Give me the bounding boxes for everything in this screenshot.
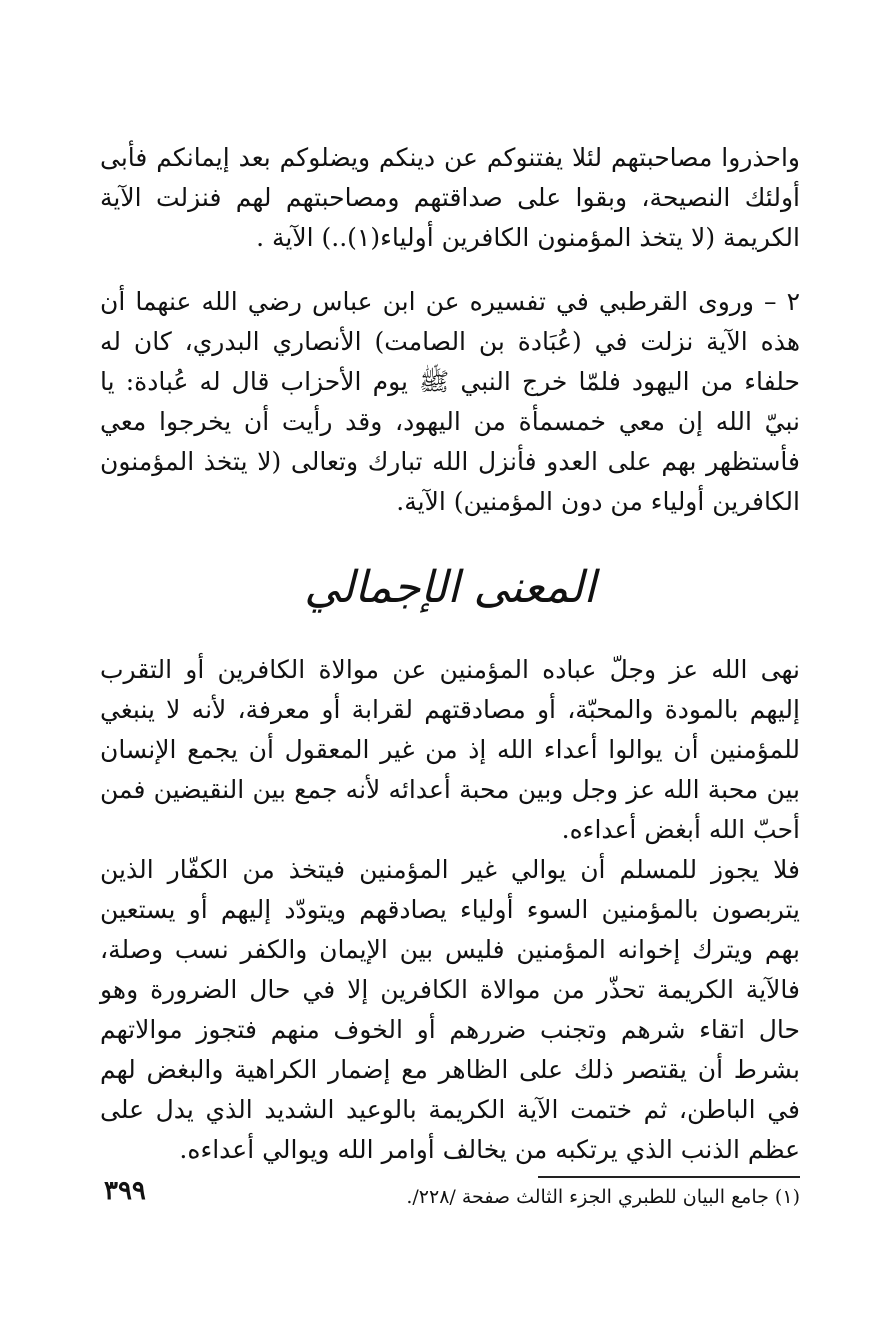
- paragraph-main-2: فلا يجوز للمسلم أن يوالي غير المؤمنين فيتخذ من الكفّار الذين يتربصون بالمؤمنين السوء أولياء يصادقهم ويتودّد إليهم أو يستعين بهم ويترك إخوانه المؤمنين فليس بين الإيمان والكفر نسب وصلة، فالآية الكريمة تحذّر من موالاة الكافرين إلا في حال الضرورة وهو حال اتقاء شرهم وتجنب ضررهم أو الخوف منهم فتجوز موالاتهم بشرط أن يقتصر ذلك على الظاهر مع إضمار الكراهية والبغض لهم في الباطن، ثم ختمت الآية الكريمة بالوعيد الشديد الذي يدل على عظم الذنب الذي يرتكبه من يخالف أوامر الله ويوالي أعداءه.: [100, 855, 800, 1164]
- footnote: (١) جامع البيان للطبري الجزء الثالث صفحة /٢٢٨/.: [406, 1186, 800, 1208]
- paragraph-intro-2: ٢ – وروى القرطبي في تفسيره عن ابن عباس رضي الله عنهما أن هذه الآية نزلت في (عُبَادة بن الصامت) الأنصاري البدري، كان له حلفاء من اليهود فلمّا خرج النبي ﷺ يوم الأحزاب قال له عُبادة: يا نبيّ الله إن معي خمسمأة من اليهود، وقد رأيت أن يخرجوا معي فأستظهر بهم على العدو فأنزل الله تبارك وتعالى (لا يتخذ المؤمنون الكافرين أولياء من دون المؤمنين) الآية.: [100, 287, 800, 516]
- section-heading: المعنى الإجمالي: [304, 562, 596, 613]
- paragraph-main-1: نهى الله عز وجلّ عباده المؤمنين عن موالاة الكافرين أو التقرب إليهم بالمودة والمحبّة، أو مصادقتهم لقرابة أو معرفة، لأنه لا ينبغي للمؤمنين أن يوالوا أعداء الله إذ من غير المعقول أن يجمع الإنسان بين محبة الله عز وجل وبين محبة أعدائه لأنه جمع بين النقيضين فمن أحبّ الله أبغض أعداءه.: [100, 655, 800, 844]
- page-body: [100, 138, 800, 1212]
- page-number: ٣٩٩: [104, 1176, 146, 1206]
- paragraph-intro-1: واحذروا مصاحبتهم لئلا يفتنوكم عن دينكم ويضلوكم بعد إيمانكم فأبى أولئك النصيحة، وبقوا على صداقتهم ومصاحبتهم لهم فنزلت الآية الكريمة (لا يتخذ المؤمنون الكافرين أولياء(١)..) الآية .: [100, 143, 800, 252]
- footnote-divider: [538, 1176, 800, 1178]
- section-heading-container: [100, 550, 800, 630]
